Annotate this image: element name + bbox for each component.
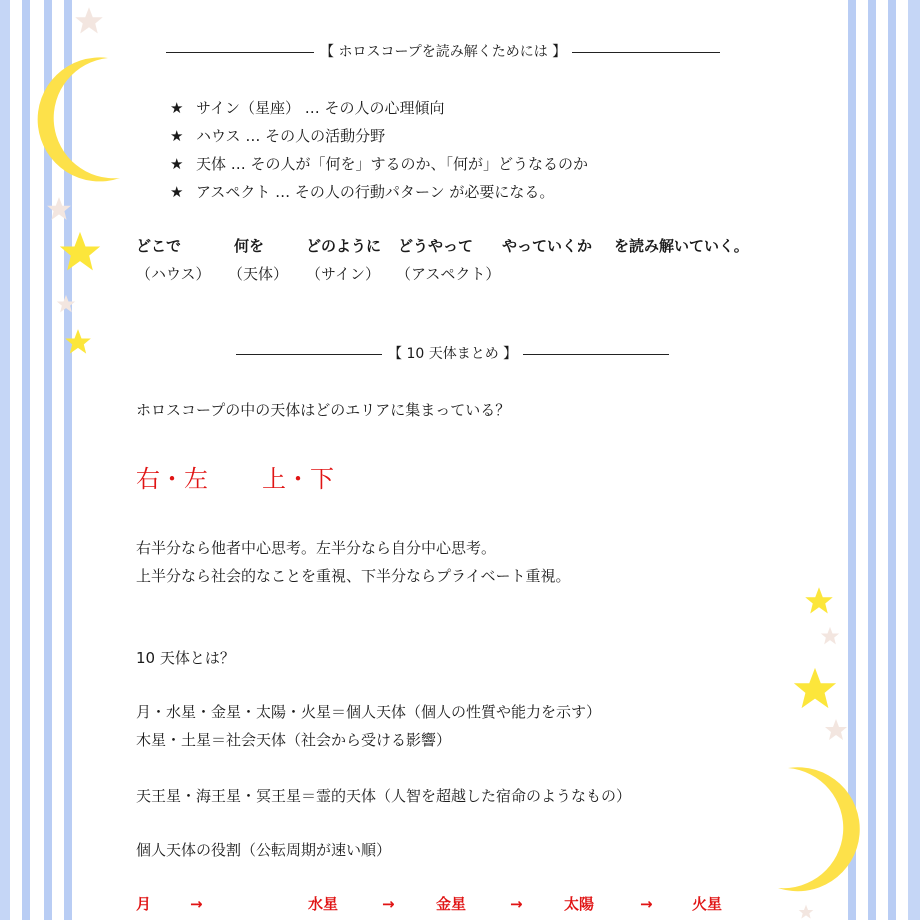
bullet-star-icon: ★ (170, 127, 184, 145)
order-arrow: → (190, 895, 203, 913)
order-mars: 火星 (692, 895, 723, 913)
star-icon (804, 586, 834, 616)
order-sun: 太陽 (564, 895, 595, 913)
reading-label-aspect: （アスペクト） (396, 265, 501, 283)
star-icon (820, 626, 840, 646)
roles-title: 個人天体の役割（公転周期が速い順） (136, 841, 392, 859)
order-moon: 月 (136, 895, 152, 913)
what-is-ten-planets: 10 天体とは？ (136, 649, 235, 667)
section-heading-text: 【 ホロスコープを読み解くためには 】 (320, 44, 567, 60)
crescent-moon-icon (768, 760, 878, 895)
list-item-text: ハウス … その人の活動分野 (196, 127, 386, 145)
heading-rule (523, 354, 669, 355)
right-border-stripe (888, 0, 896, 920)
section-heading-horoscope (166, 42, 720, 62)
explain-line: 右半分なら他者中心思考。左半分なら自分中心思考。 (136, 539, 497, 557)
star-icon (56, 294, 76, 314)
order-arrow: → (382, 895, 395, 913)
list-item (170, 182, 554, 202)
explain-line: 上半分なら社会的なことを重視、下半分ならプライベート重視。 (136, 567, 571, 585)
reading-conclusion: を読み解いていく。 (614, 237, 749, 255)
reading-label-sign: （サイン） (306, 265, 380, 283)
heading-rule (166, 52, 314, 53)
reading-label-house: （ハウス） (136, 265, 211, 283)
planet-group-line: 月・水星・金星・太陽・火星＝個人天体（個人の性質や能力を示す） (136, 703, 602, 721)
reading-go-on: やっていくか (502, 237, 593, 255)
bullet-star-icon: ★ (170, 155, 184, 173)
right-border-stripe (908, 0, 920, 920)
heading-rule (572, 52, 720, 53)
left-border-stripe (0, 0, 10, 920)
star-icon (792, 666, 838, 712)
crescent-moon-icon (20, 50, 130, 185)
order-venus: 金星 (436, 895, 467, 913)
reading-how: どのように (306, 237, 382, 255)
star-icon (796, 904, 816, 920)
planet-group-line: 木星・土星＝社会天体（社会から受ける影響） (136, 731, 452, 749)
area-top-bottom: 上・下 (262, 465, 334, 493)
star-icon (46, 196, 72, 222)
list-item (170, 98, 445, 118)
star-icon (58, 230, 102, 274)
question-text: ホロスコープの中の天体はどのエリアに集まっている？ (136, 401, 511, 419)
reading-what: 何を (234, 237, 265, 255)
section-heading-text: 【 10 天体まとめ 】 (388, 346, 518, 362)
planet-group-line: 天王星・海王星・冥王星＝霊的天体（人智を超越した宿命のようなもの） (136, 787, 632, 805)
reading-where: どこで (136, 237, 182, 255)
order-arrow: → (510, 895, 523, 913)
star-icon (824, 718, 848, 742)
heading-rule (236, 354, 382, 355)
bullet-star-icon: ★ (170, 183, 184, 201)
bullet-star-icon: ★ (170, 99, 184, 117)
order-arrow: → (640, 895, 653, 913)
star-icon (74, 6, 104, 36)
section-heading-ten-planets (236, 344, 669, 364)
order-mercury: 水星 (308, 895, 339, 913)
reading-by-what-means: どうやって (398, 237, 474, 255)
list-item-text: アスペクト … その人の行動パターン が必要になる。 (196, 183, 555, 201)
list-item-text: 天体 … その人が「何を」するのか、「何が」どうなるのか (196, 155, 589, 173)
reading-label-planet: （天体） (228, 265, 289, 283)
area-left-right: 右・左 (136, 465, 208, 493)
list-item-text: サイン（星座） … その人の心理傾向 (196, 99, 445, 117)
list-item (170, 154, 588, 174)
star-icon (64, 328, 92, 356)
list-item (170, 126, 385, 146)
